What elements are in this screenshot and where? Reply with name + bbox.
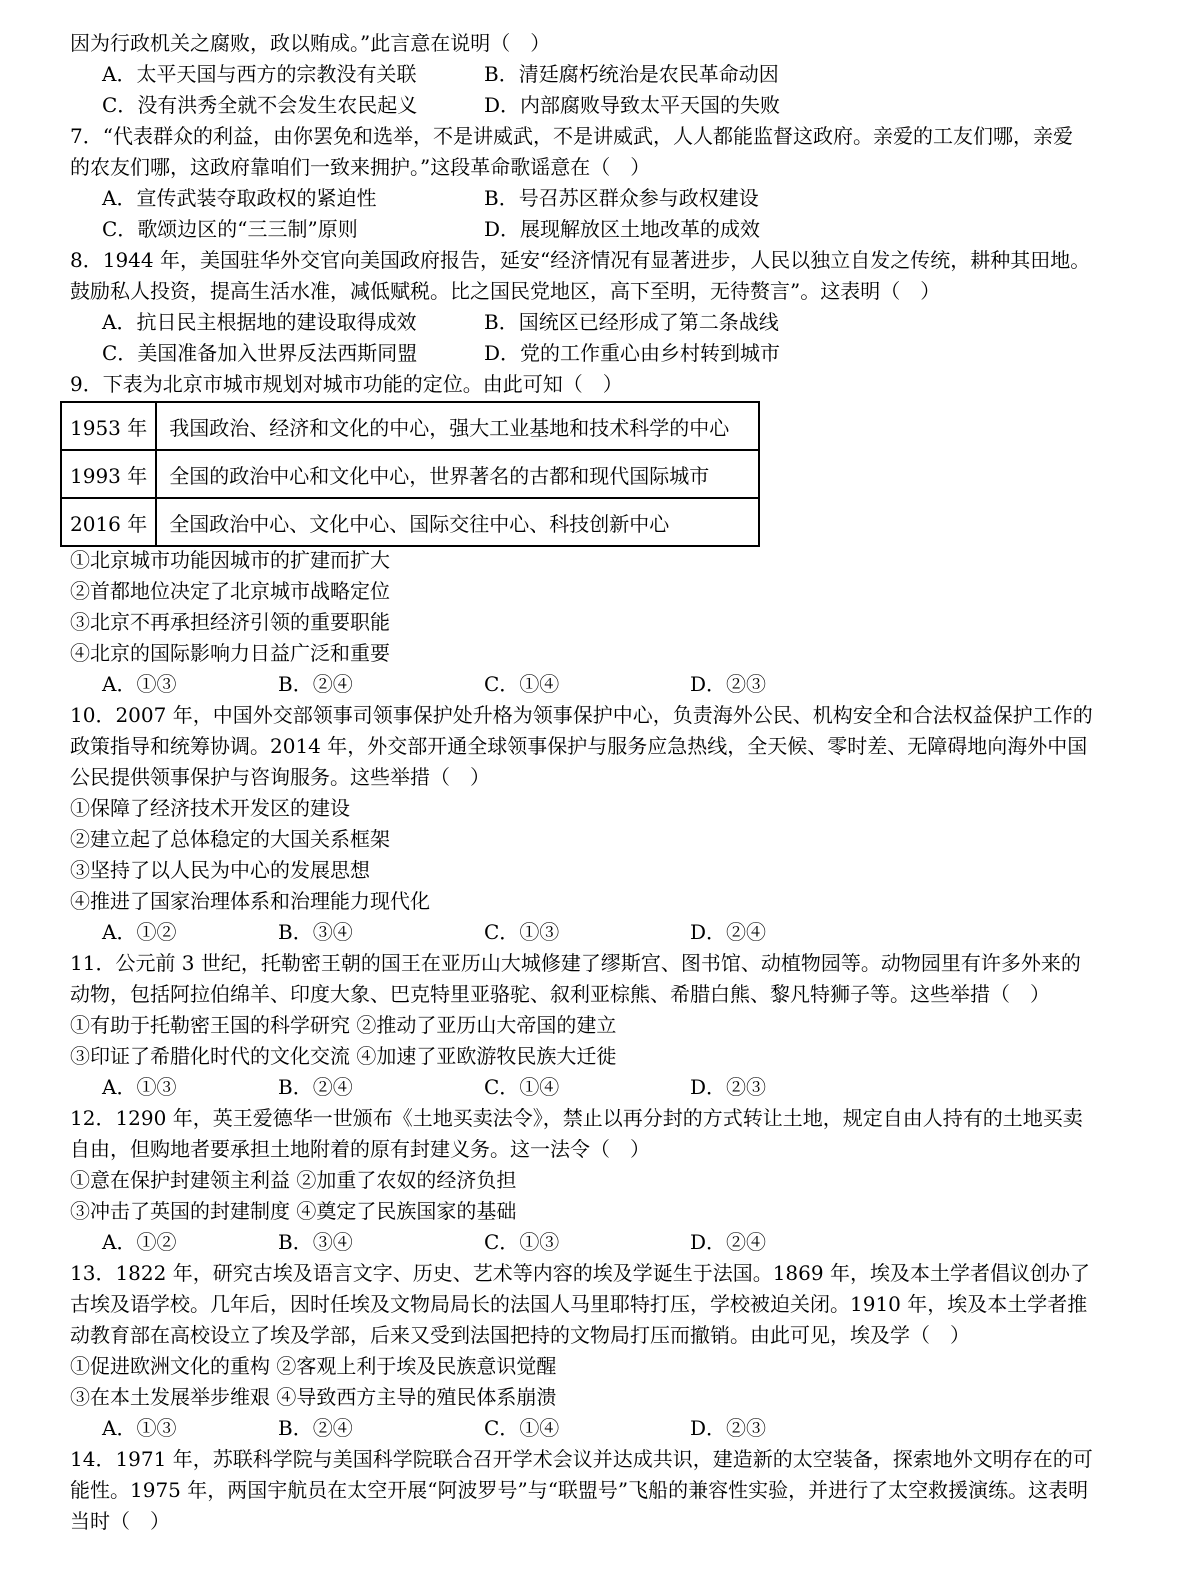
- q13-option-b[interactable]: B．②④: [278, 1416, 353, 1440]
- table-row: [61, 450, 759, 498]
- q9-option-d[interactable]: D．②③: [690, 672, 767, 696]
- q13-option-d[interactable]: D．②③: [690, 1416, 767, 1440]
- q8-option-d[interactable]: D．党的工作重心由乡村转到城市: [484, 341, 781, 365]
- q6-option-b[interactable]: B．清廷腐朽统治是农民革命动因: [484, 62, 779, 86]
- q8-option-a[interactable]: A．抗日民主根据地的建设取得成效: [102, 310, 417, 334]
- q11-option-b[interactable]: B．②④: [278, 1075, 353, 1099]
- beijing-function-table: [60, 401, 760, 547]
- q9-statement: ②首都地位决定了北京城市战略定位: [70, 579, 390, 603]
- q8-stem-line: 8．1944 年，美国驻华外交官向美国政府报告，延安“经济情况有显著进步，人民以独立自发之传统，耕种其田地。: [70, 248, 1091, 272]
- q7-option-c[interactable]: C．歌颂边区的“三三制”原则: [102, 217, 358, 241]
- q10-statement: ②建立起了总体稳定的大国关系框架: [70, 827, 390, 851]
- q8-option-b[interactable]: B．国统区已经形成了第二条战线: [484, 310, 779, 334]
- q9-statement: ①北京城市功能因城市的扩建而扩大: [70, 548, 390, 572]
- q11-statement: ③印证了希腊化时代的文化交流 ④加速了亚欧游牧民族大迁徙: [70, 1044, 617, 1068]
- table-year-cell: 2016 年: [61, 498, 156, 546]
- q10-option-b[interactable]: B．③④: [278, 920, 353, 944]
- q13-statement: ①促进欧洲文化的重构 ②客观上利于埃及民族意识觉醒: [70, 1354, 557, 1378]
- q9-statement: ④北京的国际影响力日益广泛和重要: [70, 641, 390, 665]
- q12-stem-line: 12．1290 年，英王爱德华一世颁布《土地买卖法令》，禁止以再分封的方式转让土地，规定自由人持有的土地买卖: [70, 1106, 1083, 1130]
- q11-option-d[interactable]: D．②③: [690, 1075, 767, 1099]
- table-year-cell: 1953 年: [61, 402, 156, 450]
- q9-statement: ③北京不再承担经济引领的重要职能: [70, 610, 390, 634]
- q13-stem-line: 13．1822 年，研究古埃及语言文字、历史、艺术等内容的埃及学诞生于法国。1869 年，埃及本土学者倡议创办了: [70, 1261, 1090, 1285]
- q10-stem-line: 政策指导和统筹协调。2014 年，外交部开通全球领事保护与服务应急热线，全天候、零时差、无障碍地向海外中国: [70, 734, 1088, 758]
- q14-stem-line: 14．1971 年，苏联科学院与美国科学院联合召开学术会议并达成共识，建造新的太空装备，探索地外文明存在的可: [70, 1447, 1093, 1471]
- q12-option-c[interactable]: C．①③: [484, 1230, 560, 1254]
- q11-option-a[interactable]: A．①③: [102, 1075, 177, 1099]
- table-year-cell: 1993 年: [61, 450, 156, 498]
- q7-option-b[interactable]: B．号召苏区群众参与政权建设: [484, 186, 759, 210]
- q12-statement: ①意在保护封建领主利益 ②加重了农奴的经济负担: [70, 1168, 517, 1192]
- q13-option-a[interactable]: A．①③: [102, 1416, 177, 1440]
- q7-stem-line: 的农友们哪，这政府靠咱们一致来拥护。”这段革命歌谣意在（ ）: [70, 155, 651, 179]
- q10-option-a[interactable]: A．①②: [102, 920, 177, 944]
- table-row: [61, 498, 759, 546]
- q7-stem-line: 7．“代表群众的利益，由你罢免和选举，不是讲威武，不是讲威武，人人都能监督这政府。亲爱的工友们哪，亲爱: [70, 124, 1073, 148]
- table-text-cell: 全国的政治中心和文化中心，世界著名的古都和现代国际城市: [156, 450, 759, 498]
- q11-statement: ①有助于托勒密王国的科学研究 ②推动了亚历山大帝国的建立: [70, 1013, 617, 1037]
- q10-stem-line: 10．2007 年，中国外交部领事司领事保护处升格为领事保护中心，负责海外公民、机构安全和合法权益保护工作的: [70, 703, 1093, 727]
- q9-option-b[interactable]: B．②④: [278, 672, 353, 696]
- q11-stem-line: 11．公元前 3 世纪，托勒密王朝的国王在亚历山大城修建了缪斯宫、图书馆、动植物园等。动物园里有许多外来的: [70, 951, 1081, 975]
- q6-stem-line: 因为行政机关之腐败，政以贿成。”此言意在说明（ ）: [70, 31, 551, 55]
- q14-stem-line: 能性。1975 年，两国宇航员在太空开展“阿波罗号”与“联盟号”飞船的兼容性实验，并进行了太空救援演练。这表明: [70, 1478, 1089, 1502]
- q10-stem-line: 公民提供领事保护与咨询服务。这些举措（ ）: [70, 765, 490, 789]
- q9-option-c[interactable]: C．①④: [484, 672, 560, 696]
- q6-option-a[interactable]: A．太平天国与西方的宗教没有关联: [102, 62, 417, 86]
- q6-option-d[interactable]: D．内部腐败导致太平天国的失败: [484, 93, 781, 117]
- q10-statement: ④推进了国家治理体系和治理能力现代化: [70, 889, 430, 913]
- q13-option-c[interactable]: C．①④: [484, 1416, 560, 1440]
- q11-stem-line: 动物，包括阿拉伯绵羊、印度大象、巴克特里亚骆驼、叙利亚棕熊、希腊白熊、黎凡特狮子等。这些举措（ ）: [70, 982, 1050, 1006]
- table-text-cell: 全国政治中心、文化中心、国际交往中心、科技创新中心: [156, 498, 759, 546]
- q10-statement: ③坚持了以人民为中心的发展思想: [70, 858, 370, 882]
- q13-stem-line: 动教育部在高校设立了埃及学部，后来又受到法国把持的文物局打压而撤销。由此可见，埃及学（ ）: [70, 1323, 970, 1347]
- q13-statement: ③在本土发展举步维艰 ④导致西方主导的殖民体系崩溃: [70, 1385, 557, 1409]
- q12-statement: ③冲击了英国的封建制度 ④奠定了民族国家的基础: [70, 1199, 517, 1223]
- table-text-cell: 我国政治、经济和文化的中心，强大工业基地和技术科学的中心: [156, 402, 759, 450]
- q7-option-d[interactable]: D．展现解放区土地改革的成效: [484, 217, 761, 241]
- q12-option-b[interactable]: B．③④: [278, 1230, 353, 1254]
- table-row: [61, 402, 759, 450]
- q6-option-c[interactable]: C．没有洪秀全就不会发生农民起义: [102, 93, 418, 117]
- q7-option-a[interactable]: A．宣传武装夺取政权的紧迫性: [102, 186, 377, 210]
- q14-stem-line: 当时（ ）: [70, 1509, 170, 1533]
- q8-stem-line: 鼓励私人投资，提高生活水准，减低赋税。比之国民党地区，高下至明，无待赘言”。这表明（ ）: [70, 279, 941, 303]
- q9-stem-line: 9．下表为北京市城市规划对城市功能的定位。由此可知（ ）: [70, 372, 623, 396]
- q10-option-d[interactable]: D．②④: [690, 920, 767, 944]
- q10-statement: ①保障了经济技术开发区的建设: [70, 796, 350, 820]
- q9-option-a[interactable]: A．①③: [102, 672, 177, 696]
- q13-stem-line: 古埃及语学校。几年后，因时任埃及文物局局长的法国人马里耶特打压，学校被迫关闭。1910 年，埃及本土学者推: [70, 1292, 1088, 1316]
- q12-option-a[interactable]: A．①②: [102, 1230, 177, 1254]
- q10-option-c[interactable]: C．①③: [484, 920, 560, 944]
- q12-stem-line: 自由，但购地者要承担土地附着的原有封建义务。这一法令（ ）: [70, 1137, 650, 1161]
- q8-option-c[interactable]: C．美国准备加入世界反法西斯同盟: [102, 341, 418, 365]
- q12-option-d[interactable]: D．②④: [690, 1230, 767, 1254]
- q11-option-c[interactable]: C．①④: [484, 1075, 560, 1099]
